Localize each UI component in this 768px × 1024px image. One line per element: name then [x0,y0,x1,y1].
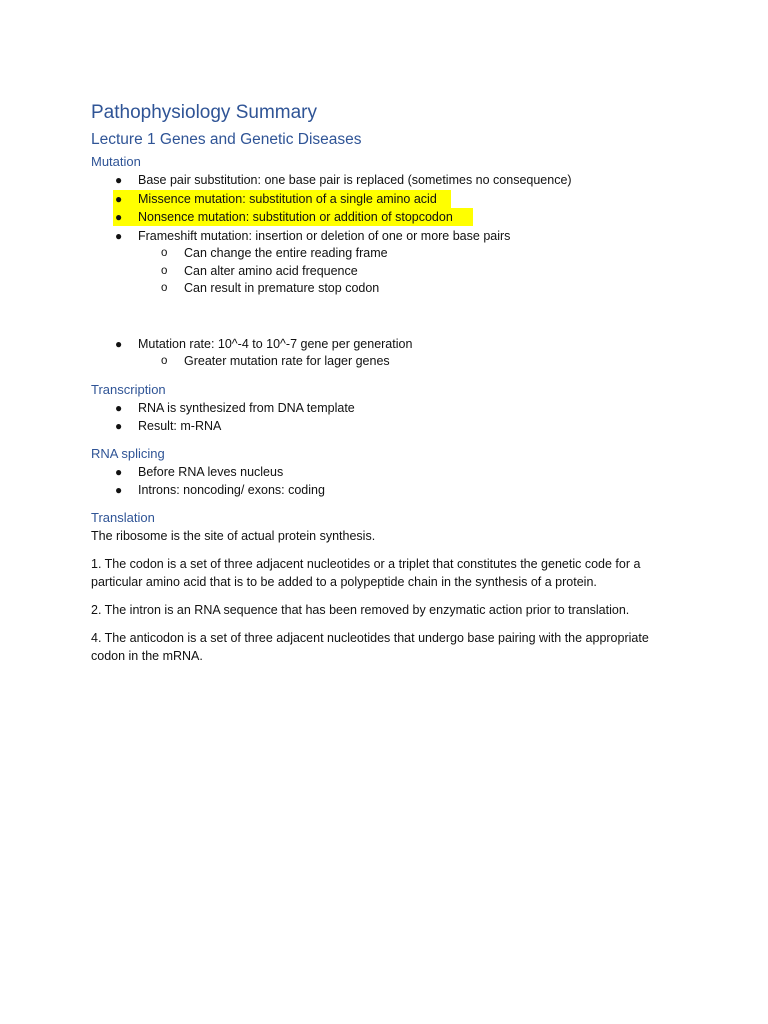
bullet-icon: ● [115,464,123,479]
translation-paragraph: 1. The codon is a set of three adjacent nucleotides or a triplet that constitutes the genetic code for a particular amino acid that is to be added to a polypeptide chain in the synthesis of a protein. [91,556,641,589]
translation-paragraph: The ribosome is the site of actual protein synthesis. [91,528,376,543]
list-item-highlighted: ● Missence mutation: substitution of a single amino acid [91,190,681,209]
transcription-list [91,399,681,436]
document-title: Pathophysiology Summary [91,102,317,123]
circle-bullet-icon: o [161,282,168,294]
circle-bullet-icon: o [161,355,168,367]
bullet-icon: ● [115,336,123,351]
spacer [91,298,681,335]
list-item-highlighted: ● Nonsence mutation: substitution or addition of stopcodon [91,208,681,227]
translation-paragraph: 4. The anticodon is a set of three adjacent nucleotides that undergo base pairing with the appropriate codon in the mRNA. [91,630,649,663]
bullet-icon: ● [115,228,123,243]
mutation-rate-sublist [91,353,681,371]
circle-bullet-icon: o [161,247,168,259]
rna-splicing-heading: RNA splicing [91,445,165,461]
list-item: ● Frameshift mutation: insertion or deletion of one or more base pairs [91,227,681,246]
transcription-heading: Transcription [91,381,166,397]
circle-bullet-icon: o [161,264,168,277]
bullet-icon: ● [115,400,123,415]
sublist-item: o Can change the entire reading frame [91,245,681,263]
mutation-list [91,171,681,245]
rna-splicing-list [91,463,681,500]
bullet-icon: ● [115,191,123,206]
list-item: ● Introns: noncoding/ exons: coding [91,481,681,500]
lecture-heading: Lecture 1 Genes and Genetic Diseases [91,131,362,148]
sublist-item: o Can alter amino acid frequence [91,263,681,281]
list-item: ● Result: m-RNA [91,417,681,436]
frameshift-sublist [91,245,681,298]
sublist-item: o Greater mutation rate for lager genes [91,353,681,371]
mutation-heading: Mutation [91,154,141,169]
sublist-item: o Can result in premature stop codon [91,280,681,298]
translation-heading: Translation [91,509,155,525]
bullet-icon: ● [115,483,123,497]
translation-paragraph: 2. The intron is an RNA sequence that has been removed by enzymatic action prior to translation. [91,602,630,617]
document-content [91,100,681,665]
bullet-icon: ● [115,173,123,187]
mutation-rate-list [91,335,681,354]
list-item: ● Mutation rate: 10^-4 to 10^-7 gene per generation [91,335,681,354]
list-item: ● Before RNA leves nucleus [91,463,681,482]
bullet-icon: ● [115,210,123,224]
bullet-icon: ● [115,419,123,433]
list-item: ● RNA is synthesized from DNA template [91,399,681,418]
list-item: ● Base pair substitution: one base pair is replaced (sometimes no consequence) [91,171,681,190]
